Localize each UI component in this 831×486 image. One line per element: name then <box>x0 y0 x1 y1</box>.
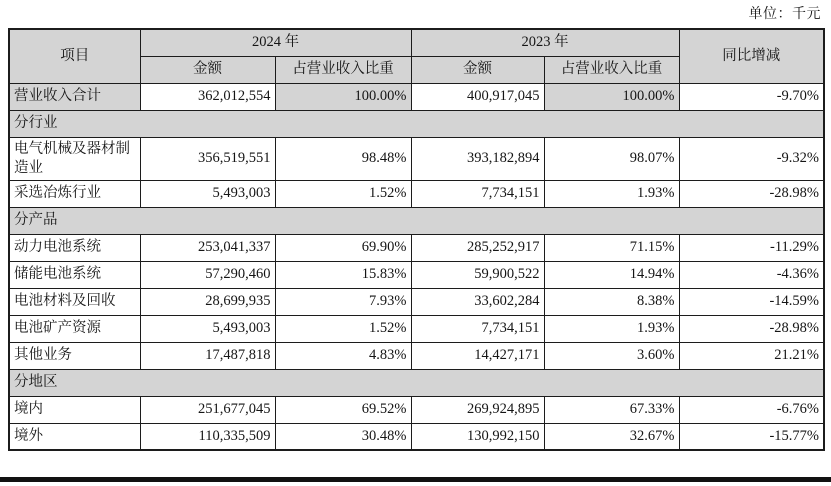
cell-yoy: -15.77% <box>679 423 824 450</box>
table-row <box>9 288 824 315</box>
unit-label: 单位：千元 <box>748 7 821 22</box>
row-label: 采选冶炼行业 <box>9 180 140 207</box>
cell-pct-2024: 100.00% <box>275 83 411 110</box>
header-item: 项目 <box>9 29 140 83</box>
table-row <box>9 423 824 450</box>
row-label: 电池材料及回收 <box>9 288 140 315</box>
cell-amount-2024: 28,699,935 <box>140 288 275 315</box>
table-row <box>9 234 824 261</box>
cell-pct-2023: 32.67% <box>544 423 679 450</box>
row-label: 储能电池系统 <box>9 261 140 288</box>
cell-yoy: -9.70% <box>679 83 824 110</box>
cell-amount-2023: 33,602,284 <box>411 288 544 315</box>
cell-pct-2024: 1.52% <box>275 315 411 342</box>
cell-amount-2023: 59,900,522 <box>411 261 544 288</box>
cell-pct-2023: 14.94% <box>544 261 679 288</box>
revenue-breakdown-table <box>8 28 825 451</box>
cell-amount-2024: 362,012,554 <box>140 83 275 110</box>
section-label: 分地区 <box>9 369 824 396</box>
row-label: 电气机械及器材制造业 <box>9 137 140 180</box>
table-row <box>9 315 824 342</box>
header-yoy-change: 同比增减 <box>679 29 824 83</box>
cell-pct-2023: 1.93% <box>544 315 679 342</box>
cell-pct-2024: 30.48% <box>275 423 411 450</box>
table-row <box>9 180 824 207</box>
cell-amount-2023: 285,252,917 <box>411 234 544 261</box>
cell-pct-2023: 100.00% <box>544 83 679 110</box>
cell-amount-2023: 393,182,894 <box>411 137 544 180</box>
bottom-page-rule <box>0 477 831 482</box>
cell-pct-2023: 71.15% <box>544 234 679 261</box>
cell-pct-2023: 1.93% <box>544 180 679 207</box>
cell-pct-2023: 3.60% <box>544 342 679 369</box>
cell-amount-2024: 356,519,551 <box>140 137 275 180</box>
row-label: 其他业务 <box>9 342 140 369</box>
cell-amount-2023: 269,924,895 <box>411 396 544 423</box>
row-label: 电池矿产资源 <box>9 315 140 342</box>
cell-yoy: -6.76% <box>679 396 824 423</box>
cell-yoy: 21.21% <box>679 342 824 369</box>
cell-yoy: -9.32% <box>679 137 824 180</box>
cell-amount-2023: 130,992,150 <box>411 423 544 450</box>
row-label: 境内 <box>9 396 140 423</box>
table-row <box>9 261 824 288</box>
cell-pct-2024: 69.52% <box>275 396 411 423</box>
table-row <box>9 137 824 180</box>
cell-amount-2023: 7,734,151 <box>411 180 544 207</box>
cell-pct-2024: 7.93% <box>275 288 411 315</box>
cell-amount-2024: 110,335,509 <box>140 423 275 450</box>
cell-yoy: -14.59% <box>679 288 824 315</box>
cell-pct-2023: 8.38% <box>544 288 679 315</box>
cell-pct-2024: 1.52% <box>275 180 411 207</box>
cell-amount-2024: 253,041,337 <box>140 234 275 261</box>
section-label: 分产品 <box>9 207 824 234</box>
cell-yoy: -4.36% <box>679 261 824 288</box>
table-row <box>9 396 824 423</box>
section-row <box>9 207 824 234</box>
cell-amount-2024: 5,493,003 <box>140 315 275 342</box>
cell-amount-2023: 400,917,045 <box>411 83 544 110</box>
header-pct-2024: 占营业收入比重 <box>275 56 411 83</box>
header-row-years <box>9 29 824 56</box>
cell-pct-2024: 15.83% <box>275 261 411 288</box>
cell-yoy: -28.98% <box>679 180 824 207</box>
table-header <box>9 29 824 83</box>
cell-amount-2024: 17,487,818 <box>140 342 275 369</box>
cell-amount-2023: 14,427,171 <box>411 342 544 369</box>
table-body <box>9 83 824 450</box>
section-label: 分行业 <box>9 110 824 137</box>
header-year-2023: 2023 年 <box>411 29 679 56</box>
header-year-2024: 2024 年 <box>140 29 411 56</box>
section-row <box>9 369 824 396</box>
cell-amount-2024: 251,677,045 <box>140 396 275 423</box>
header-amount-2024: 金额 <box>140 56 275 83</box>
cell-amount-2024: 5,493,003 <box>140 180 275 207</box>
section-row <box>9 110 824 137</box>
cell-pct-2023: 67.33% <box>544 396 679 423</box>
cell-pct-2024: 4.83% <box>275 342 411 369</box>
header-pct-2023: 占营业收入比重 <box>544 56 679 83</box>
cell-amount-2024: 57,290,460 <box>140 261 275 288</box>
header-amount-2023: 金额 <box>411 56 544 83</box>
cell-yoy: -11.29% <box>679 234 824 261</box>
table-row <box>9 83 824 110</box>
row-label: 境外 <box>9 423 140 450</box>
cell-amount-2023: 7,734,151 <box>411 315 544 342</box>
cell-pct-2024: 69.90% <box>275 234 411 261</box>
row-label: 营业收入合计 <box>9 83 140 110</box>
table-row <box>9 342 824 369</box>
cell-pct-2024: 98.48% <box>275 137 411 180</box>
row-label: 动力电池系统 <box>9 234 140 261</box>
cell-yoy: -28.98% <box>679 315 824 342</box>
cell-pct-2023: 98.07% <box>544 137 679 180</box>
